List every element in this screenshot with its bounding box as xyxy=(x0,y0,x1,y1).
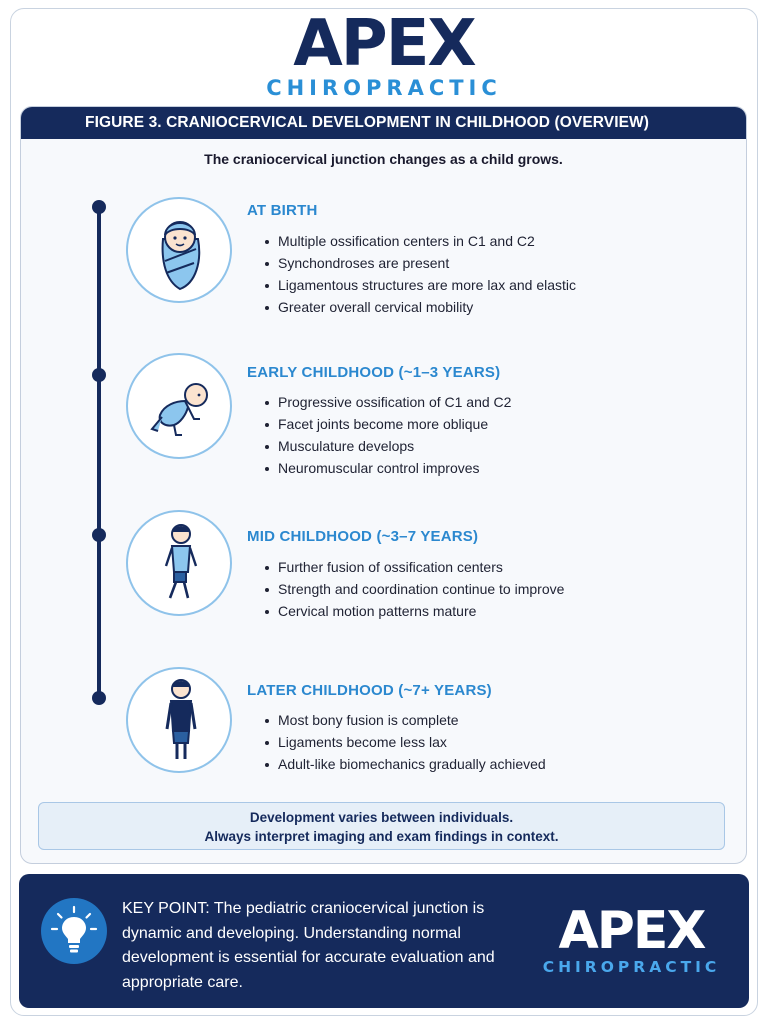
bullet-item: Ligamentous structures are more lax and elastic xyxy=(265,274,576,296)
stage-title: EARLY CHILDHOOD (~1–3 YEARS) xyxy=(247,364,501,381)
bullet-item: Cervical motion patterns mature xyxy=(265,600,564,622)
bullet-item: Facet joints become more oblique xyxy=(265,413,511,435)
timeline-dot xyxy=(92,691,106,705)
bullet-item: Strength and coordination continue to improve xyxy=(265,578,564,600)
walking-child-icon xyxy=(126,510,232,616)
bullet-item: Further fusion of ossification centers xyxy=(265,556,564,578)
brand-tagline: CHIROPRACTIC xyxy=(266,76,502,100)
note-line-1: Development varies between individuals. xyxy=(249,810,514,825)
bullet-item: Musculature develops xyxy=(265,435,511,457)
brand-logo-top xyxy=(0,7,768,100)
stage-bullets xyxy=(265,391,511,479)
bullet-item: Multiple ossification centers in C1 and C2 xyxy=(265,230,576,252)
brand-name: APEX xyxy=(293,7,475,81)
note-line-2: Always interpret imaging and exam findings in context. xyxy=(204,829,559,844)
timeline-dot xyxy=(92,200,106,214)
bullet-item: Synchondroses are present xyxy=(265,252,576,274)
stage-bullets xyxy=(265,230,576,318)
key-point-footer xyxy=(19,874,749,1008)
bullet-item: Progressive ossification of C1 and C2 xyxy=(265,391,511,413)
timeline-line xyxy=(97,207,101,699)
figure-intro: The craniocervical junction changes as a child grows. xyxy=(204,151,563,167)
bullet-item: Neuromuscular control improves xyxy=(265,457,511,479)
stage-title: MID CHILDHOOD (~3–7 YEARS) xyxy=(247,528,479,545)
crawling-baby-icon xyxy=(126,353,232,459)
stage-bullets xyxy=(265,709,546,775)
timeline-dot xyxy=(92,528,106,542)
stage-title: LATER CHILDHOOD (~7+ YEARS) xyxy=(247,682,492,699)
context-note xyxy=(38,802,725,850)
stage-bullets xyxy=(265,556,564,622)
brand-logo-footer xyxy=(524,901,739,976)
brand-tagline: CHIROPRACTIC xyxy=(542,958,721,976)
figure-title: FIGURE 3. CRANIOCERVICAL DEVELOPMENT IN CHILDHOOD (OVERVIEW) xyxy=(21,107,746,139)
lightbulb-icon xyxy=(41,898,107,964)
bullet-item: Ligaments become less lax xyxy=(265,731,546,753)
swaddled-baby-icon xyxy=(126,197,232,303)
figure-panel xyxy=(20,106,747,864)
standing-child-icon xyxy=(126,667,232,773)
bullet-item: Adult-like biomechanics gradually achieved xyxy=(265,753,546,775)
brand-name: APEX xyxy=(558,901,705,961)
bullet-item: Most bony fusion is complete xyxy=(265,709,546,731)
stage-title: AT BIRTH xyxy=(247,202,318,219)
key-point-text: KEY POINT: The pediatric craniocervical junction is dynamic and developing. Understanding normal development is essential for accurate evaluation and appropriate care. xyxy=(122,900,495,991)
timeline-dot xyxy=(92,368,106,382)
bullet-item: Greater overall cervical mobility xyxy=(265,296,576,318)
